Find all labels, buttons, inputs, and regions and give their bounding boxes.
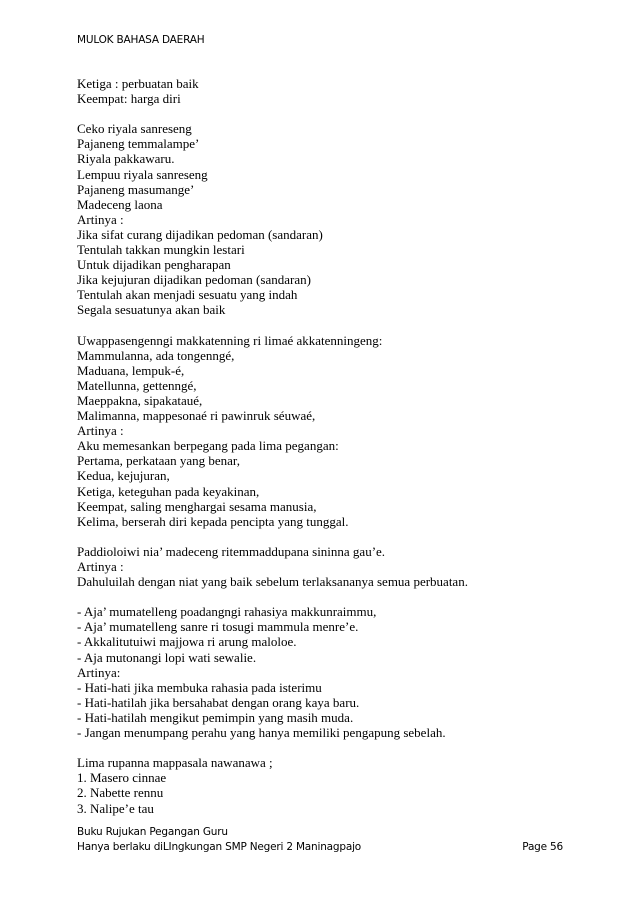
text-line: 3. Nalipe’e tau [77, 800, 154, 816]
text-line: 2. Nabette rennu [77, 785, 164, 801]
page-number: Page 56 [522, 841, 563, 853]
text-line: Artinya : [77, 211, 124, 227]
text-line: Keempat, saling menghargai sesama manusia, [77, 498, 317, 514]
text-line: Mammulanna, ada tongenngé, [77, 347, 235, 363]
text-line: Matellunna, gettenngé, [77, 377, 197, 393]
text-line: Tentulah takkan mungkin lestari [77, 242, 245, 258]
text-line: Artinya : [77, 559, 124, 574]
text-line: Riyala pakkawaru. [77, 151, 175, 167]
text-line: Madeceng laona [77, 196, 163, 212]
text-line: Kelima, berserah diri kepada pencipta yang tunggal. [77, 513, 349, 529]
document-body [77, 76, 567, 816]
text-line: - Aja mutonangi lopi wati sewalie. [77, 649, 257, 665]
text-line: Artinya: [77, 664, 121, 680]
text-line: Lima rupanna mappasala nawanawa ; [77, 755, 273, 771]
text-line: Pertama, perkataan yang benar, [77, 453, 240, 469]
text-line: - Aja’ mumatelleng sanre ri tosugi mammula menre’e. [77, 619, 359, 635]
text-line: Uwappasengenngi makkatenning ri limaé akkatenningeng: [77, 332, 383, 348]
page-header: MULOK BAHASA DAERAH [77, 34, 205, 46]
text-line: - Hati-hatilah jika bersahabat dengan orang kaya baru. [77, 694, 360, 710]
text-line: Kedua, kejujuran, [77, 468, 170, 484]
text-line: Pajaneng masumange’ [77, 181, 195, 197]
text-line: Artinya : [77, 423, 124, 439]
page-footer [77, 825, 563, 855]
text-line: - Aja’ mumatelleng poadangngi rahasiya makkunraimmu, [77, 604, 377, 620]
text-line: Ketiga, keteguhan pada keyakinan, [77, 483, 260, 499]
footer-usage-note: Hanya berlaku diLIngkungan SMP Negeri 2 Maninagpajo [77, 841, 362, 853]
footer-book-title: Buku Rujukan Pegangan Guru [77, 826, 228, 838]
text-line: Jika kejujuran dijadikan pedoman (sandaran) [77, 272, 311, 288]
text-line: Maeppakna, sipakataué, [77, 392, 203, 408]
text-line: Lempuu riyala sanreseng [77, 166, 208, 182]
text-line: Malimanna, mappesonaé ri pawinruk séuwaé, [77, 408, 316, 424]
text-line: Paddioloiwi nia’ madeceng ritemmaddupana sininna gau’e. [77, 543, 386, 559]
text-line: Untuk dijadikan pengharapan [77, 257, 231, 273]
text-line: Ceko riyala sanreseng [77, 121, 192, 137]
text-line: - Jangan menumpang perahu yang hanya memiliki pengapung sebelah. [77, 725, 446, 741]
text-line: - Hati-hatilah mengikut pemimpin yang masih muda. [77, 709, 354, 725]
text-line: Segala sesuatunya akan baik [77, 302, 226, 318]
text-line: 1. Masero cinnae [77, 770, 167, 786]
text-line: Ketiga : perbuatan baik [77, 76, 199, 91]
text-line: Tentulah akan menjadi sesuatu yang indah [77, 287, 298, 303]
text-line: - Akkalitutuiwi majjowa ri arung maloloe. [77, 634, 297, 650]
text-line: Aku memesankan berpegang pada lima pegangan: [77, 438, 339, 454]
text-line: Pajaneng temmalampe’ [77, 136, 200, 152]
text-line: Jika sifat curang dijadikan pedoman (sandaran) [77, 226, 323, 242]
text-line: - Hati-hati jika membuka rahasia pada isterimu [77, 679, 322, 695]
text-line: Maduana, lempuk-é, [77, 362, 185, 378]
text-line: Dahuluilah dengan niat yang baik sebelum terlaksananya semua perbuatan. [77, 574, 468, 590]
text-line: Keempat: harga diri [77, 91, 181, 107]
